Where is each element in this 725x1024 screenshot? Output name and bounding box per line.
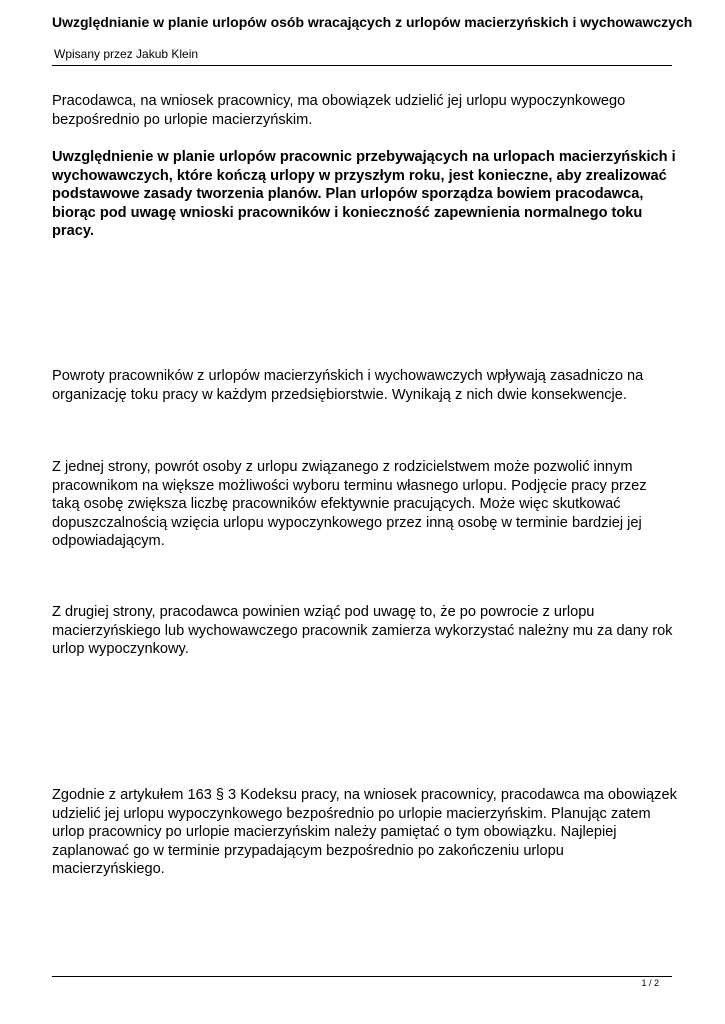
paragraph-article-163: Zgodnie z artykułem 163 § 3 Kodeksu pracy, na wniosek pracownicy, pracodawca ma obowiązek udzielić jej urlopu wypoczynkowego bezpośrednio po urlopie macierzyńskim. Planując zatem urlop pracownicy po urlopie macierzyńskim należy pamiętać o tym obowiązku. Najlepiej zaplanować go w terminie przypadającym bezpośrednio po zakończeniu urlopu macierzyńskiego. bbox=[52, 787, 677, 877]
paragraph-second-side: Z drugiej strony, pracodawca powinien wziąć pod uwagę to, że po powrocie z urlopu macierzyńskiego lub wychowawczego pracownik zamierza wykorzystać należny mu za dany rok urlop wypoczynkowy. bbox=[52, 604, 673, 657]
paragraph-returns: Powroty pracowników z urlopów macierzyńskich i wychowawczych wpływają zasadniczo na organizację toku pracy w każdym przedsiębiorstwie. Wynikają z nich dwie konsekwencje. bbox=[52, 368, 644, 403]
header-divider bbox=[52, 65, 672, 66]
page-number: 1 / 2 bbox=[641, 978, 659, 988]
page-title: Uwzględnianie w planie urlopów osób wracających z urlopów macierzyńskich i wychowawczych bbox=[52, 14, 693, 30]
author-line: Wpisany przez Jakub Klein bbox=[54, 47, 199, 61]
paragraph-intro: Pracodawca, na wniosek pracownicy, ma obowiązek udzielić jej urlopu wypoczynkowego bezpośrednio po urlopie macierzyńskim. bbox=[52, 93, 626, 128]
paragraph-lead: Uwzględnienie w planie urlopów pracownic przebywających na urlopach macierzyńskich i wychowawczych, które kończą urlopy w przyszłym roku, jest konieczne, aby zrealizować podstawowe zasady tworzenia planów. Plan urlopów sporządza bowiem pracodawca, biorąc pod uwagę wnioski pracowników i konieczność zapewnienia normalnego toku pracy. bbox=[52, 149, 676, 239]
footer-divider bbox=[52, 976, 672, 977]
paragraph-first-side: Z jednej strony, powrót osoby z urlopu związanego z rodzicielstwem może pozwolić innym pracownikom na większe możliwości wyboru terminu własnego urlopu. Podjęcie pracy przez taką osobę zwiększa liczbę pracowników efektywnie pracujących. Może więc skutkować dopuszczalnością wzięcia urlopu wypoczynkowego przez inną osobę w terminie bardziej jej odpowiadającym. bbox=[52, 459, 647, 549]
